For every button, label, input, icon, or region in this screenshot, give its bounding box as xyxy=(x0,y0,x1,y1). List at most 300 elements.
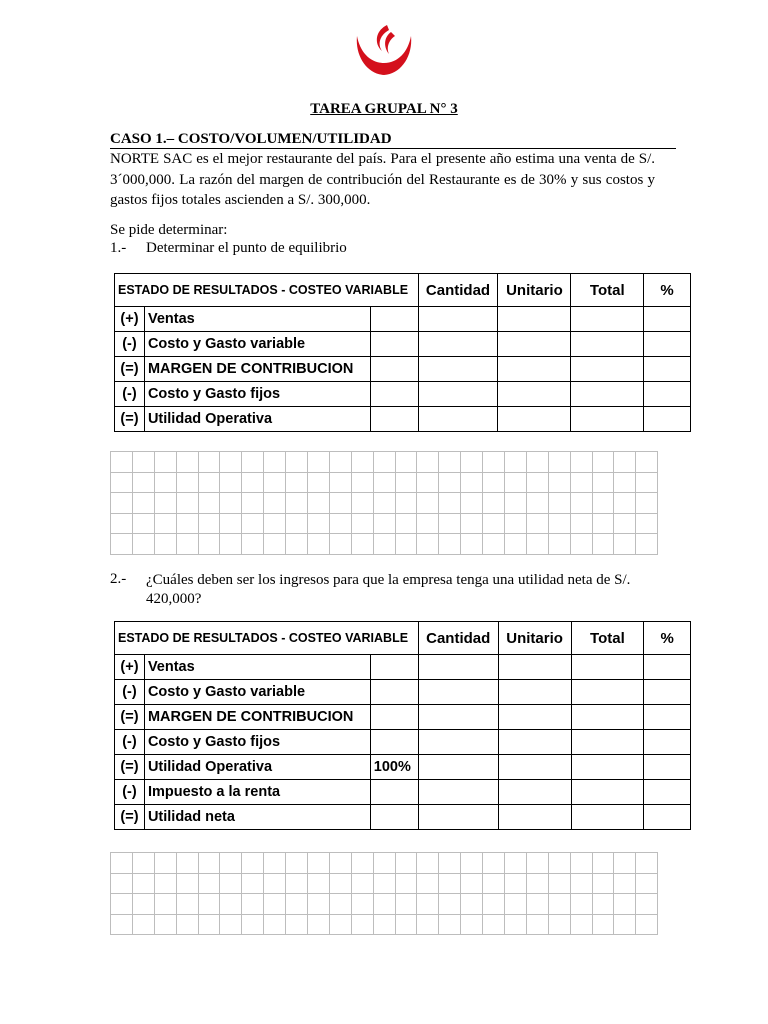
grid-cell[interactable] xyxy=(614,914,636,935)
grid-cell[interactable] xyxy=(395,493,417,514)
row-percent-value xyxy=(370,407,418,432)
grid-cell[interactable] xyxy=(264,914,286,935)
grid-cell[interactable] xyxy=(636,853,658,874)
grid-cell[interactable] xyxy=(286,894,308,915)
income-statement-table-1 xyxy=(114,273,691,432)
cell-total[interactable] xyxy=(571,357,644,382)
grid-cell[interactable] xyxy=(176,534,198,555)
grid-cell[interactable] xyxy=(614,894,636,915)
cell-cantidad[interactable] xyxy=(418,382,498,407)
grid-cell[interactable] xyxy=(526,493,548,514)
grid-cell[interactable] xyxy=(264,853,286,874)
grid-cell[interactable] xyxy=(308,894,330,915)
grid-cell[interactable] xyxy=(592,894,614,915)
grid-cell[interactable] xyxy=(176,873,198,894)
grid-cell[interactable] xyxy=(395,894,417,915)
grid-cell[interactable] xyxy=(286,472,308,493)
grid-cell[interactable] xyxy=(614,513,636,534)
calculation-grid-1[interactable] xyxy=(110,451,658,555)
grid-cell[interactable] xyxy=(154,853,176,874)
grid-cell[interactable] xyxy=(329,534,351,555)
cell-percent[interactable] xyxy=(644,755,691,780)
row-percent-value xyxy=(370,357,418,382)
grid-cell[interactable] xyxy=(636,513,658,534)
column-total: Total xyxy=(571,622,644,655)
cell-unitario[interactable] xyxy=(498,407,571,432)
grid-cell[interactable] xyxy=(395,534,417,555)
grid-cell[interactable] xyxy=(548,914,570,935)
grid-cell[interactable] xyxy=(198,914,220,935)
grid-cell[interactable] xyxy=(505,853,527,874)
grid-cell[interactable] xyxy=(373,513,395,534)
grid-cell[interactable] xyxy=(548,452,570,473)
cell-percent[interactable] xyxy=(644,730,691,755)
grid-cell[interactable] xyxy=(439,894,461,915)
column-unitario: Unitario xyxy=(498,622,571,655)
grid-cell[interactable] xyxy=(176,914,198,935)
grid-cell[interactable] xyxy=(373,853,395,874)
grid-cell[interactable] xyxy=(483,853,505,874)
cell-percent[interactable] xyxy=(644,705,691,730)
grid-cell[interactable] xyxy=(570,452,592,473)
grid-cell[interactable] xyxy=(505,493,527,514)
grid-cell[interactable] xyxy=(264,513,286,534)
grid-cell[interactable] xyxy=(308,873,330,894)
grid-cell[interactable] xyxy=(351,853,373,874)
cell-cantidad[interactable] xyxy=(418,680,498,705)
grid-cell[interactable] xyxy=(351,894,373,915)
grid-cell[interactable] xyxy=(483,493,505,514)
grid-cell[interactable] xyxy=(570,534,592,555)
grid-cell[interactable] xyxy=(111,894,133,915)
grid-cell[interactable] xyxy=(351,873,373,894)
grid-cell[interactable] xyxy=(592,472,614,493)
cell-unitario[interactable] xyxy=(498,780,571,805)
grid-cell[interactable] xyxy=(461,853,483,874)
grid-cell[interactable] xyxy=(154,472,176,493)
cell-cantidad[interactable] xyxy=(418,705,498,730)
cell-unitario[interactable] xyxy=(498,332,571,357)
grid-cell[interactable] xyxy=(198,894,220,915)
grid-row xyxy=(111,873,658,894)
calculation-grid-2[interactable] xyxy=(110,852,658,935)
grid-cell[interactable] xyxy=(351,513,373,534)
grid-cell[interactable] xyxy=(461,493,483,514)
grid-cell[interactable] xyxy=(132,534,154,555)
grid-cell[interactable] xyxy=(505,894,527,915)
grid-cell[interactable] xyxy=(329,513,351,534)
grid-cell[interactable] xyxy=(308,493,330,514)
column-unitario: Unitario xyxy=(498,274,571,307)
grid-cell[interactable] xyxy=(439,452,461,473)
grid-cell[interactable] xyxy=(329,914,351,935)
grid-cell[interactable] xyxy=(198,873,220,894)
grid-cell[interactable] xyxy=(417,534,439,555)
grid-cell[interactable] xyxy=(373,472,395,493)
grid-cell[interactable] xyxy=(592,853,614,874)
grid-cell[interactable] xyxy=(242,853,264,874)
grid-cell[interactable] xyxy=(570,894,592,915)
grid-cell[interactable] xyxy=(308,534,330,555)
grid-cell[interactable] xyxy=(395,513,417,534)
grid-cell[interactable] xyxy=(286,452,308,473)
grid-cell[interactable] xyxy=(264,493,286,514)
grid-cell[interactable] xyxy=(505,873,527,894)
grid-cell[interactable] xyxy=(636,894,658,915)
cell-unitario[interactable] xyxy=(498,805,571,830)
table-row xyxy=(115,655,691,680)
grid-cell[interactable] xyxy=(154,894,176,915)
grid-cell[interactable] xyxy=(111,914,133,935)
grid-cell[interactable] xyxy=(439,873,461,894)
grid-cell[interactable] xyxy=(570,853,592,874)
grid-cell[interactable] xyxy=(329,894,351,915)
grid-cell[interactable] xyxy=(220,452,242,473)
grid-cell[interactable] xyxy=(176,493,198,514)
grid-cell[interactable] xyxy=(592,873,614,894)
cell-percent[interactable] xyxy=(644,680,691,705)
grid-cell[interactable] xyxy=(417,914,439,935)
row-percent-value xyxy=(370,332,418,357)
grid-row xyxy=(111,493,658,514)
grid-cell[interactable] xyxy=(636,493,658,514)
grid-cell[interactable] xyxy=(242,534,264,555)
grid-cell[interactable] xyxy=(286,513,308,534)
grid-cell[interactable] xyxy=(461,873,483,894)
grid-cell[interactable] xyxy=(592,914,614,935)
grid-cell[interactable] xyxy=(548,853,570,874)
grid-cell[interactable] xyxy=(548,894,570,915)
grid-cell[interactable] xyxy=(351,472,373,493)
grid-cell[interactable] xyxy=(308,853,330,874)
grid-cell[interactable] xyxy=(526,472,548,493)
grid-cell[interactable] xyxy=(526,534,548,555)
grid-cell[interactable] xyxy=(592,452,614,473)
grid-cell[interactable] xyxy=(439,914,461,935)
grid-cell[interactable] xyxy=(373,894,395,915)
grid-cell[interactable] xyxy=(505,534,527,555)
question-2-text: ¿Cuáles deben ser los ingresos para que la empresa tenga una utilidad neta de S/. 420,000? xyxy=(146,572,631,607)
grid-cell[interactable] xyxy=(483,873,505,894)
cell-total[interactable] xyxy=(571,805,644,830)
grid-cell[interactable] xyxy=(154,914,176,935)
grid-cell[interactable] xyxy=(483,452,505,473)
grid-cell[interactable] xyxy=(220,534,242,555)
grid-cell[interactable] xyxy=(526,452,548,473)
cell-cantidad[interactable] xyxy=(418,805,498,830)
grid-cell[interactable] xyxy=(570,513,592,534)
grid-cell[interactable] xyxy=(242,894,264,915)
grid-cell[interactable] xyxy=(461,513,483,534)
grid-row xyxy=(111,853,658,874)
grid-cell[interactable] xyxy=(264,452,286,473)
grid-cell[interactable] xyxy=(242,873,264,894)
case-paragraph: NORTE SAC es el mejor restaurante del país. Para el presente año estima una venta de S/. 3´000,000. La razón del margen de contribución del Restaurante es de 30% y sus costos y gastos fijos totales ascienden a S/. 300,000. xyxy=(110,151,655,208)
grid-cell[interactable] xyxy=(132,472,154,493)
row-concept: Utilidad Operativa xyxy=(144,407,370,432)
grid-cell[interactable] xyxy=(417,452,439,473)
grid-cell[interactable] xyxy=(220,853,242,874)
grid-cell[interactable] xyxy=(154,452,176,473)
grid-cell[interactable] xyxy=(220,894,242,915)
grid-cell[interactable] xyxy=(614,873,636,894)
grid-cell[interactable] xyxy=(351,493,373,514)
cell-total[interactable] xyxy=(571,655,644,680)
cell-unitario[interactable] xyxy=(498,680,571,705)
grid-cell[interactable] xyxy=(132,853,154,874)
grid-cell[interactable] xyxy=(526,853,548,874)
grid-cell[interactable] xyxy=(286,873,308,894)
cell-percent[interactable] xyxy=(644,357,691,382)
grid-cell[interactable] xyxy=(198,853,220,874)
grid-cell[interactable] xyxy=(439,472,461,493)
row-percent-value xyxy=(370,307,418,332)
grid-cell[interactable] xyxy=(198,534,220,555)
grid-cell[interactable] xyxy=(264,534,286,555)
column-percent: % xyxy=(644,274,691,307)
grid-cell[interactable] xyxy=(220,914,242,935)
grid-cell[interactable] xyxy=(373,873,395,894)
grid-cell[interactable] xyxy=(111,513,133,534)
grid-cell[interactable] xyxy=(417,472,439,493)
row-concept: Impuesto a la renta xyxy=(144,780,370,805)
grid-cell[interactable] xyxy=(351,914,373,935)
grid-cell[interactable] xyxy=(395,853,417,874)
grid-cell[interactable] xyxy=(483,472,505,493)
grid-cell[interactable] xyxy=(526,513,548,534)
grid-cell[interactable] xyxy=(111,493,133,514)
grid-cell[interactable] xyxy=(351,534,373,555)
cell-total[interactable] xyxy=(571,730,644,755)
grid-cell[interactable] xyxy=(111,873,133,894)
cell-cantidad[interactable] xyxy=(418,357,498,382)
grid-cell[interactable] xyxy=(220,472,242,493)
grid-cell[interactable] xyxy=(592,513,614,534)
grid-cell[interactable] xyxy=(132,894,154,915)
grid-cell[interactable] xyxy=(439,513,461,534)
grid-cell[interactable] xyxy=(198,493,220,514)
grid-cell[interactable] xyxy=(198,452,220,473)
grid-cell[interactable] xyxy=(548,513,570,534)
grid-cell[interactable] xyxy=(614,534,636,555)
grid-cell[interactable] xyxy=(329,493,351,514)
grid-cell[interactable] xyxy=(111,472,133,493)
grid-cell[interactable] xyxy=(351,452,373,473)
grid-row xyxy=(111,914,658,935)
grid-cell[interactable] xyxy=(461,472,483,493)
grid-cell[interactable] xyxy=(505,472,527,493)
grid-cell[interactable] xyxy=(111,853,133,874)
table-row xyxy=(115,307,691,332)
grid-cell[interactable] xyxy=(636,472,658,493)
grid-cell[interactable] xyxy=(308,452,330,473)
grid-cell[interactable] xyxy=(548,493,570,514)
grid-cell[interactable] xyxy=(461,534,483,555)
grid-cell[interactable] xyxy=(483,914,505,935)
grid-cell[interactable] xyxy=(592,534,614,555)
row-percent-value xyxy=(370,680,418,705)
grid-cell[interactable] xyxy=(592,493,614,514)
cell-cantidad[interactable] xyxy=(418,730,498,755)
cell-cantidad[interactable] xyxy=(418,407,498,432)
grid-cell[interactable] xyxy=(461,914,483,935)
grid-cell[interactable] xyxy=(286,914,308,935)
grid-cell[interactable] xyxy=(220,873,242,894)
grid-cell[interactable] xyxy=(264,894,286,915)
grid-cell[interactable] xyxy=(154,873,176,894)
grid-cell[interactable] xyxy=(614,452,636,473)
grid-cell[interactable] xyxy=(132,493,154,514)
grid-cell[interactable] xyxy=(636,873,658,894)
grid-cell[interactable] xyxy=(570,873,592,894)
cell-cantidad[interactable] xyxy=(418,307,498,332)
grid-cell[interactable] xyxy=(242,513,264,534)
cell-percent[interactable] xyxy=(644,805,691,830)
grid-cell[interactable] xyxy=(198,513,220,534)
grid-cell[interactable] xyxy=(242,452,264,473)
cell-total[interactable] xyxy=(571,755,644,780)
grid-cell[interactable] xyxy=(483,894,505,915)
grid-row xyxy=(111,513,658,534)
cell-percent[interactable] xyxy=(644,332,691,357)
grid-cell[interactable] xyxy=(614,853,636,874)
cell-unitario[interactable] xyxy=(498,382,571,407)
grid-cell[interactable] xyxy=(417,873,439,894)
grid-cell[interactable] xyxy=(548,873,570,894)
grid-cell[interactable] xyxy=(176,513,198,534)
cell-unitario[interactable] xyxy=(498,705,571,730)
grid-cell[interactable] xyxy=(154,534,176,555)
grid-cell[interactable] xyxy=(461,452,483,473)
cell-cantidad[interactable] xyxy=(418,780,498,805)
grid-cell[interactable] xyxy=(264,472,286,493)
grid-cell[interactable] xyxy=(636,452,658,473)
grid-cell[interactable] xyxy=(570,472,592,493)
grid-cell[interactable] xyxy=(395,452,417,473)
grid-cell[interactable] xyxy=(198,472,220,493)
grid-cell[interactable] xyxy=(505,513,527,534)
cell-total[interactable] xyxy=(571,382,644,407)
grid-cell[interactable] xyxy=(614,472,636,493)
grid-cell[interactable] xyxy=(308,513,330,534)
cell-total[interactable] xyxy=(571,680,644,705)
grid-cell[interactable] xyxy=(417,493,439,514)
grid-cell[interactable] xyxy=(264,873,286,894)
grid-cell[interactable] xyxy=(526,873,548,894)
grid-cell[interactable] xyxy=(417,513,439,534)
grid-cell[interactable] xyxy=(242,914,264,935)
grid-cell[interactable] xyxy=(526,914,548,935)
grid-cell[interactable] xyxy=(286,534,308,555)
grid-cell[interactable] xyxy=(329,873,351,894)
grid-cell[interactable] xyxy=(242,472,264,493)
grid-cell[interactable] xyxy=(417,853,439,874)
cell-cantidad[interactable] xyxy=(418,755,498,780)
grid-cell[interactable] xyxy=(526,894,548,915)
grid-cell[interactable] xyxy=(373,493,395,514)
grid-cell[interactable] xyxy=(636,914,658,935)
grid-cell[interactable] xyxy=(329,853,351,874)
cell-total[interactable] xyxy=(571,307,644,332)
grid-cell[interactable] xyxy=(132,914,154,935)
grid-cell[interactable] xyxy=(329,472,351,493)
grid-cell[interactable] xyxy=(176,452,198,473)
grid-cell[interactable] xyxy=(570,493,592,514)
grid-cell[interactable] xyxy=(111,452,133,473)
grid-cell[interactable] xyxy=(439,534,461,555)
table-row xyxy=(115,407,691,432)
grid-cell[interactable] xyxy=(154,493,176,514)
cell-percent[interactable] xyxy=(644,407,691,432)
grid-cell[interactable] xyxy=(176,894,198,915)
grid-cell[interactable] xyxy=(483,534,505,555)
grid-cell[interactable] xyxy=(395,873,417,894)
cell-total[interactable] xyxy=(571,705,644,730)
grid-cell[interactable] xyxy=(373,914,395,935)
question-2-number: 2.- xyxy=(110,571,127,587)
grid-cell[interactable] xyxy=(176,472,198,493)
cell-percent[interactable] xyxy=(644,780,691,805)
grid-cell[interactable] xyxy=(176,853,198,874)
grid-cell[interactable] xyxy=(329,452,351,473)
grid-cell[interactable] xyxy=(132,452,154,473)
grid-cell[interactable] xyxy=(220,513,242,534)
column-cantidad: Cantidad xyxy=(418,274,498,307)
grid-cell[interactable] xyxy=(439,853,461,874)
cell-total[interactable] xyxy=(571,780,644,805)
grid-cell[interactable] xyxy=(220,493,242,514)
grid-cell[interactable] xyxy=(132,873,154,894)
cell-total[interactable] xyxy=(571,332,644,357)
cell-unitario[interactable] xyxy=(498,307,571,332)
grid-cell[interactable] xyxy=(154,513,176,534)
grid-cell[interactable] xyxy=(548,534,570,555)
grid-cell[interactable] xyxy=(111,534,133,555)
cell-percent[interactable] xyxy=(644,655,691,680)
grid-cell[interactable] xyxy=(636,534,658,555)
grid-cell[interactable] xyxy=(614,493,636,514)
grid-cell[interactable] xyxy=(548,472,570,493)
grid-cell[interactable] xyxy=(570,914,592,935)
grid-cell[interactable] xyxy=(132,513,154,534)
grid-cell[interactable] xyxy=(286,493,308,514)
cell-total[interactable] xyxy=(571,407,644,432)
cell-percent[interactable] xyxy=(644,307,691,332)
grid-cell[interactable] xyxy=(461,894,483,915)
cell-cantidad[interactable] xyxy=(418,332,498,357)
grid-cell[interactable] xyxy=(308,472,330,493)
grid-cell[interactable] xyxy=(373,534,395,555)
cell-unitario[interactable] xyxy=(498,357,571,382)
cell-unitario[interactable] xyxy=(498,755,571,780)
grid-cell[interactable] xyxy=(417,894,439,915)
grid-cell[interactable] xyxy=(308,914,330,935)
cell-unitario[interactable] xyxy=(498,655,571,680)
grid-cell[interactable] xyxy=(242,493,264,514)
cell-percent[interactable] xyxy=(644,382,691,407)
grid-cell[interactable] xyxy=(395,914,417,935)
grid-cell[interactable] xyxy=(286,853,308,874)
cell-unitario[interactable] xyxy=(498,730,571,755)
cell-cantidad[interactable] xyxy=(418,655,498,680)
grid-cell[interactable] xyxy=(373,452,395,473)
grid-cell[interactable] xyxy=(439,493,461,514)
row-sign: (-) xyxy=(115,382,145,407)
grid-cell[interactable] xyxy=(505,914,527,935)
grid-cell[interactable] xyxy=(395,472,417,493)
grid-cell[interactable] xyxy=(483,513,505,534)
grid-cell[interactable] xyxy=(505,452,527,473)
